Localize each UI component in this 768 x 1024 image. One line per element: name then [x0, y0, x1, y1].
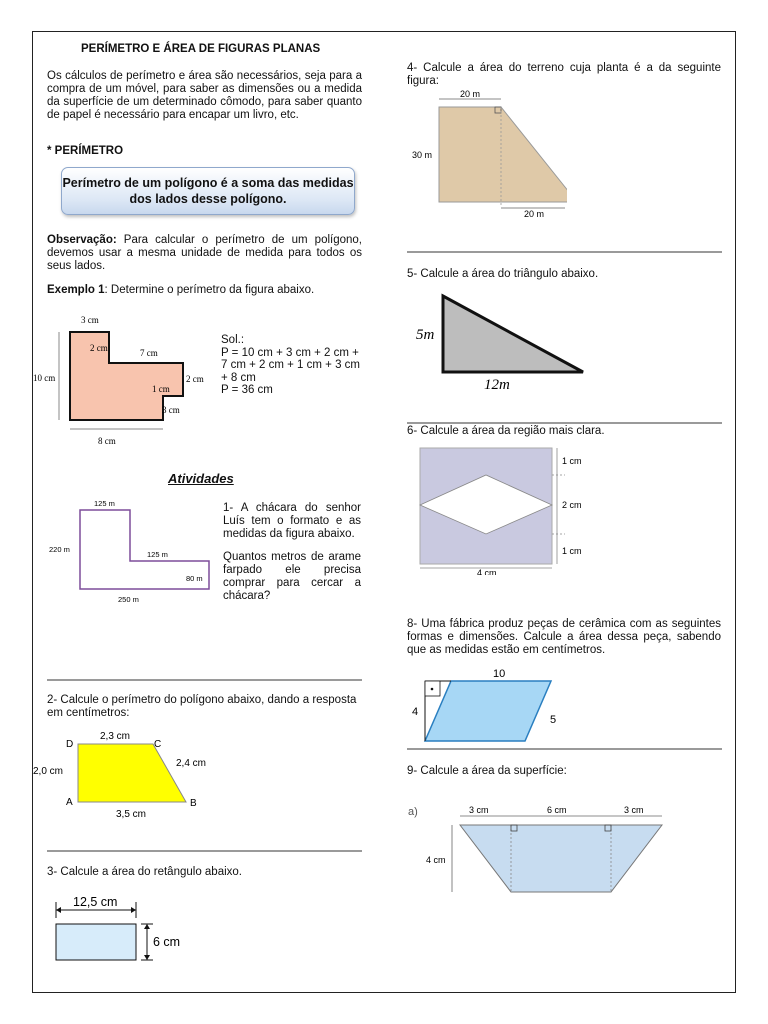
q8-parallelogram: [425, 681, 551, 741]
exemplo-label-left: 10 cm: [33, 373, 56, 383]
q1-label-middle: 125 m: [147, 550, 168, 559]
q2-vertex-d: D: [66, 739, 74, 750]
q2-vertex-a: A: [66, 797, 73, 808]
q5-figure: [407, 288, 607, 398]
q6-text: 6- Calcule a área da região mais clara.: [407, 425, 605, 437]
q9-label-right: 3 cm: [624, 805, 644, 815]
exemplo-label-right: 2 cm: [186, 374, 204, 384]
q5-label-height: 5m: [416, 327, 435, 343]
exemplo-line: [47, 284, 314, 297]
q1-label-bottom: 250 m: [118, 595, 139, 604]
q2-figure: [33, 732, 233, 842]
solution-line: 7 cm + 2 cm + 1 cm + 3 cm: [221, 359, 360, 371]
q6-figure: [407, 440, 607, 575]
exemplo-label: Exemplo 1: [47, 284, 105, 296]
q1-figure: [43, 494, 223, 609]
q9-item-label: a): [408, 806, 418, 818]
q8-text: 8- Uma fábrica produz peças de cerâmica com as seguintes formas e dimensões. Calcule a área dessa peça, sabendo que as medidas estão em centímetros.: [407, 618, 721, 656]
right-angle-dot: [431, 688, 434, 691]
q5-text: 5- Calcule a área do triângulo abaixo.: [407, 268, 599, 280]
q6-label-top: 1 cm: [562, 456, 582, 466]
q8-label-side: 5: [550, 714, 557, 726]
arrow-head: [131, 907, 136, 913]
divider: [47, 850, 362, 852]
q3-label-height: 6 cm: [153, 935, 181, 949]
q9-label-left: 3 cm: [469, 805, 489, 815]
q1-question: Quantos metros de arame farpado ele precisa comprar para cercar a chácara?: [223, 551, 361, 602]
q4-trapezoid: [439, 107, 567, 202]
arrow-head: [144, 955, 150, 960]
observacao-label: Observação:: [47, 234, 117, 246]
solution-line: Sol.:: [221, 334, 245, 346]
perimetro-heading: * PERÍMETRO: [47, 145, 124, 157]
q2-vertex-c: C: [154, 739, 162, 750]
arrow-head: [56, 907, 61, 913]
q3-figure: [47, 892, 207, 967]
q2-label-top: 2,3 cm: [100, 732, 131, 742]
page-title: PERÍMETRO E ÁREA DE FIGURAS PLANAS: [81, 43, 321, 55]
q6-label-width: 4 cm: [477, 568, 497, 575]
q8-label-top: 10: [493, 668, 506, 680]
exemplo-solution: [221, 334, 360, 397]
definition-text: Perímetro de um polígono é a soma das medidas dos lados desse polígono.: [62, 176, 354, 206]
q3-label-width: 12,5 cm: [73, 895, 118, 909]
q4-label-top: 20 m: [460, 89, 481, 99]
observacao-text: Para calcular o perímetro de um polígono, devemos usar a mesma unidade de medida para todos os seus lados.: [47, 234, 362, 272]
q2-trapezoid: [78, 744, 186, 802]
q4-label-bottom: 20 m: [524, 209, 545, 219]
exemplo-label-inner: 2 cm: [90, 343, 108, 353]
divider: [407, 748, 722, 750]
q2-label-right: 2,4 cm: [176, 758, 207, 769]
q6-label-bottom: 1 cm: [562, 546, 582, 556]
divider: [407, 422, 722, 424]
q5-triangle: [443, 296, 583, 372]
q2-text: 2- Calcule o perímetro do polígono abaixo, dando a resposta em centímetros:: [47, 694, 357, 719]
divider: [47, 679, 362, 681]
q2-vertex-b: B: [190, 798, 197, 809]
observacao-paragraph: [47, 234, 362, 273]
q1-label-left: 220 m: [49, 545, 70, 554]
definition-box: [61, 167, 355, 215]
exemplo-label-notch: 1 cm: [152, 384, 170, 394]
q1-label-right: 80 m: [186, 574, 203, 583]
q6-label-middle: 2 cm: [562, 500, 582, 510]
q9-label-height: 4 cm: [426, 855, 446, 865]
worksheet-page: [32, 31, 736, 993]
solution-line: P = 10 cm + 3 cm + 2 cm +: [221, 346, 359, 359]
exemplo-label-bottom: 8 cm: [98, 436, 116, 446]
divider: [407, 251, 722, 253]
exemplo-figure: [33, 307, 213, 452]
q3-text: 3- Calcule a área do retângulo abaixo.: [47, 866, 242, 878]
intro-paragraph: Os cálculos de perímetro e área são necessários, seja para a compra de um móvel, para saber as dimensões ou a medida da superfície de um determinado cômodo, para saber quanto de papel é necessário para encapar um livro, etc.: [47, 70, 362, 121]
q1-label-top: 125 m: [94, 499, 115, 508]
q5-label-base: 12m: [484, 377, 510, 393]
q2-label-left: 2,0 cm: [33, 766, 64, 777]
exemplo-label-top: 3 cm: [81, 315, 99, 325]
solution-line: + 8 cm: [221, 371, 256, 384]
exemplo-text: : Determine o perímetro da figura abaixo.: [104, 284, 315, 296]
q1-text: 1- A chácara do senhor Luís tem o formato e as medidas da figura abaixo.: [223, 502, 361, 540]
q4-label-left: 30 m: [412, 150, 433, 160]
solution-line: P = 36 cm: [221, 384, 273, 396]
q9-text: 9- Calcule a área da superfície:: [407, 765, 567, 777]
q9-trapezoid: [460, 825, 662, 892]
exemplo-label-lower: 3 cm: [162, 405, 180, 415]
q8-figure: [407, 664, 567, 749]
q8-label-height: 4: [412, 706, 419, 718]
atividades-heading: Atividades: [168, 471, 234, 486]
q4-figure: [407, 87, 567, 222]
q9-figure: [407, 802, 707, 902]
q3-rectangle: [56, 924, 136, 960]
q2-label-bottom: 3,5 cm: [116, 809, 147, 820]
arrow-head: [144, 924, 150, 929]
q4-text: 4- Calcule a área do terreno cuja planta é a da seguinte figura:: [407, 62, 721, 87]
q9-label-middle: 6 cm: [547, 805, 567, 815]
exemplo-label-step: 7 cm: [140, 348, 158, 358]
